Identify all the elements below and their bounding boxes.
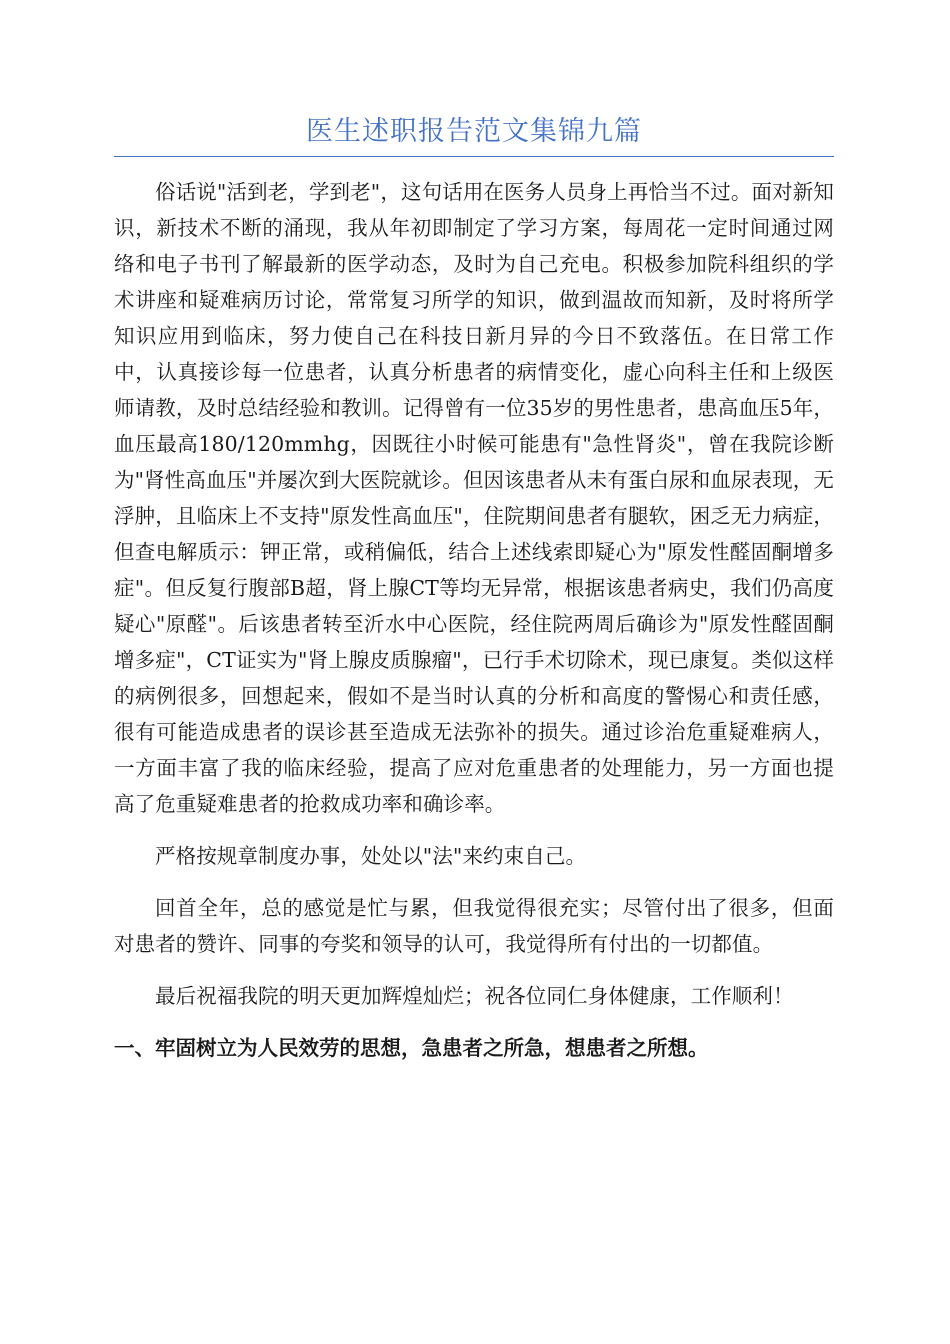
paragraph-rules: 严格按规章制度办事，处处以"法"来约束自己。	[155, 844, 587, 868]
document-title: 医生述职报告范文集锦九篇	[306, 116, 642, 147]
paragraph-review: 回首全年，总的感觉是忙与累，但我觉得很充实；尽管付出了很多，但面对患者的赞许、同事的夸奖和领导的认可，我觉得所有付出的一切都值。	[114, 896, 834, 956]
document-body	[114, 174, 834, 1066]
section-heading-1: 一、牢固树立为人民效劳的思想，急患者之所急，想患者之所想。	[114, 1036, 709, 1060]
paragraph-wishes: 最后祝福我院的明天更加辉煌灿烂；祝各位同仁身体健康，工作顺利！	[155, 984, 794, 1008]
title-underline	[114, 156, 834, 157]
paragraph-learning: 俗话说"活到老，学到老"，这句话用在医务人员身上再恰当不过。面对新知识，新技术不断的涌现，我从年初即制定了学习方案，每周花一定时间通过网络和电子书刊了解最新的医学动态，及时为自己充电。积极参加院科组织的学术讲座和疑难病历讨论，常常复习所学的知识，做到温故而知新，及时将所学知识应用到临床，努力使自己在科技日新月异的今日不致落伍。在日常工作中，认真接诊每一位患者，认真分析患者的病情变化，虚心向科主任和上级医师请教，及时总结经验和教训。记得曾有一位35岁的男性患者，患高血压5年，血压最高180/120mmhg，因既往小时候可能患有"急性肾炎"，曾在我院诊断为"肾性高血压"并屡次到大医院就诊。但因该患者从未有蛋白尿和血尿表现，无浮肿，且临床上不支持"原发性高血压"，住院期间患者有腿软，困乏无力病症，但查电解质示：钾正常，或稍偏低，结合上述线索即疑心为"原发性醛固酮增多症"。但反复行腹部B超，肾上腺CT等均无异常，根据该患者病史，我们仍高度疑心"原醛"。后该患者转至沂水中心医院，经住院两周后确诊为"原发性醛固酮增多症"，CT证实为"肾上腺皮质腺瘤"，已行手术切除术，现已康复。类似这样的病例很多，回想起来，假如不是当时认真的分析和高度的警惕心和责任感，很有可能造成患者的误诊甚至造成无法弥补的损失。通过诊治危重疑难病人，一方面丰富了我的临床经验，提高了应对危重患者的处理能力，另一方面也提高了危重疑难患者的抢救成功率和确诊率。	[114, 180, 834, 816]
